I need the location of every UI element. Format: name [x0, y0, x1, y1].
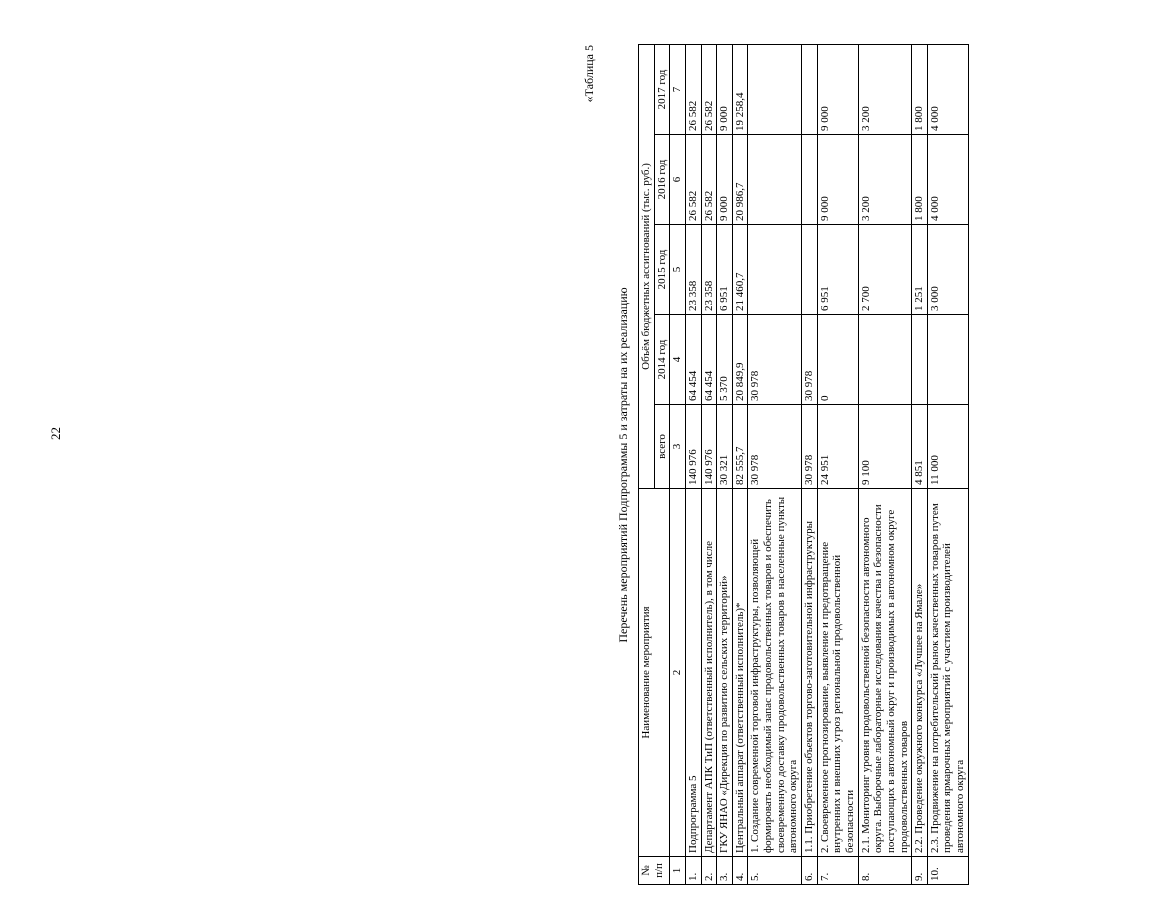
row-name: ГКУ ЯНАО «Дирекция по развитию сельских территорий»	[717, 489, 733, 857]
row-number: 4.	[732, 857, 748, 885]
row-2014: 64 454	[685, 315, 701, 405]
row-2016: 9 000	[717, 135, 733, 225]
table-row	[685, 44, 701, 884]
row-2016: 9 000	[817, 135, 858, 225]
header-name: Наименование мероприятия	[639, 489, 670, 857]
row-name: 2.2. Проведение окружного конкурса «Лучшее на Ямале»	[912, 489, 928, 857]
row-2015: 23 358	[685, 225, 701, 315]
header-index: 1	[670, 857, 686, 885]
table-row	[817, 44, 858, 884]
header-total: всего	[654, 405, 670, 489]
row-2014: 0	[817, 315, 858, 405]
row-total: 11 000	[927, 405, 968, 489]
row-total: 9 100	[858, 405, 912, 489]
row-2016: 26 582	[685, 135, 701, 225]
row-2017	[802, 44, 818, 134]
header-year: 2014 год	[654, 315, 670, 405]
row-2017: 9 000	[817, 44, 858, 134]
row-total: 30 321	[717, 405, 733, 489]
row-2014: 5 370	[717, 315, 733, 405]
row-2017: 26 582	[701, 44, 717, 134]
header-index: 4	[670, 315, 686, 405]
row-2014	[927, 315, 968, 405]
row-2015: 6 951	[817, 225, 858, 315]
row-name: Департамент АПК ТиП (ответственный исполнитель), в том числе	[701, 489, 717, 857]
row-2016: 20 986,7	[732, 135, 748, 225]
row-total: 4 851	[912, 405, 928, 489]
row-2014: 30 978	[748, 315, 802, 405]
row-2017	[748, 44, 802, 134]
table-label: «Таблица 5	[582, 45, 596, 103]
row-total: 30 978	[748, 405, 802, 489]
row-number: 2.	[701, 857, 717, 885]
row-number: 1.	[685, 857, 701, 885]
header-year: 2017 год	[654, 44, 670, 134]
rotated-page-content	[576, 45, 1151, 885]
row-total: 140 976	[701, 405, 717, 489]
row-2014: 64 454	[701, 315, 717, 405]
row-2016: 1 800	[912, 135, 928, 225]
row-total: 30 978	[802, 405, 818, 489]
row-2015	[802, 225, 818, 315]
row-name: 2. Своевременное прогнозирование, выявление и предотвращение внутренних и внешних угроз региональной продовольственной безопасности	[817, 489, 858, 857]
table-row	[927, 44, 968, 884]
row-2015	[748, 225, 802, 315]
header-index: 3	[670, 405, 686, 489]
row-number: 5.	[748, 857, 802, 885]
row-2016: 26 582	[701, 135, 717, 225]
row-2016: 4 000	[927, 135, 968, 225]
row-number: 3.	[717, 857, 733, 885]
row-number: 10.	[927, 857, 968, 885]
table-row	[717, 44, 733, 884]
header-year: 2016 год	[654, 135, 670, 225]
expenditure-table	[638, 44, 969, 885]
row-2015: 1 251	[912, 225, 928, 315]
header-year: 2015 год	[654, 225, 670, 315]
header-index: 6	[670, 135, 686, 225]
row-total: 24 951	[817, 405, 858, 489]
header-index: 5	[670, 225, 686, 315]
row-2015: 3 000	[927, 225, 968, 315]
row-name: Подпрограмма 5	[685, 489, 701, 857]
table-row	[802, 44, 818, 884]
row-2015: 6 951	[717, 225, 733, 315]
row-number: 7.	[817, 857, 858, 885]
row-2014	[858, 315, 912, 405]
row-2016: 3 200	[858, 135, 912, 225]
table-row	[858, 44, 912, 884]
header-index: 7	[670, 44, 686, 134]
row-2014	[912, 315, 928, 405]
row-2017: 3 200	[858, 44, 912, 134]
header-budget: Объём бюджетных ассигнований (тыс. руб.)	[639, 44, 655, 488]
header-num: № п/п	[639, 857, 670, 885]
row-2017: 19 258,4	[732, 44, 748, 134]
row-2015: 23 358	[701, 225, 717, 315]
row-number: 6.	[802, 857, 818, 885]
table-row	[912, 44, 928, 884]
row-name: Центральный аппарат (ответственный исполнитель)*	[732, 489, 748, 857]
page-number: 22	[48, 427, 63, 440]
row-total: 82 555,7	[732, 405, 748, 489]
row-name: 1.1. Приобретение объектов торгово-заготовительной инфраструктуры	[802, 489, 818, 857]
row-name: 2.1. Мониторинг уровня продовольственной безопасности автономного округа. Выборочные лабораторные исследования качества и безопасности поступающих в автономный округ и производимых в автономном округе продовольственных товаров	[858, 489, 912, 857]
row-2014: 20 849,9	[732, 315, 748, 405]
row-2016	[748, 135, 802, 225]
row-2014: 30 978	[802, 315, 818, 405]
table-row	[701, 44, 717, 884]
row-2015: 2 700	[858, 225, 912, 315]
table-row	[748, 44, 802, 884]
row-2016	[802, 135, 818, 225]
row-2017: 1 800	[912, 44, 928, 134]
row-2015: 21 460,7	[732, 225, 748, 315]
header-index: 2	[670, 489, 686, 857]
row-name: 1. Создание современной торговой инфраструктуры, позволяющей формировать необходимый запас продовольственных товаров и обеспечить своевременную доставку продовольственных товаров в населенные пункты автономного округа	[748, 489, 802, 857]
row-total: 140 976	[685, 405, 701, 489]
row-number: 8.	[858, 857, 912, 885]
document-title: Перечень мероприятий Подпрограммы 5 и затраты на их реализацию	[616, 287, 630, 643]
table-row	[732, 44, 748, 884]
row-2017: 4 000	[927, 44, 968, 134]
row-2017: 26 582	[685, 44, 701, 134]
row-number: 9.	[912, 857, 928, 885]
row-name: 2.3. Продвижение на потребительский рынок качественных товаров путем проведения ярмарочных мероприятий с участием производителей автономного округа	[927, 489, 968, 857]
row-2017: 9 000	[717, 44, 733, 134]
